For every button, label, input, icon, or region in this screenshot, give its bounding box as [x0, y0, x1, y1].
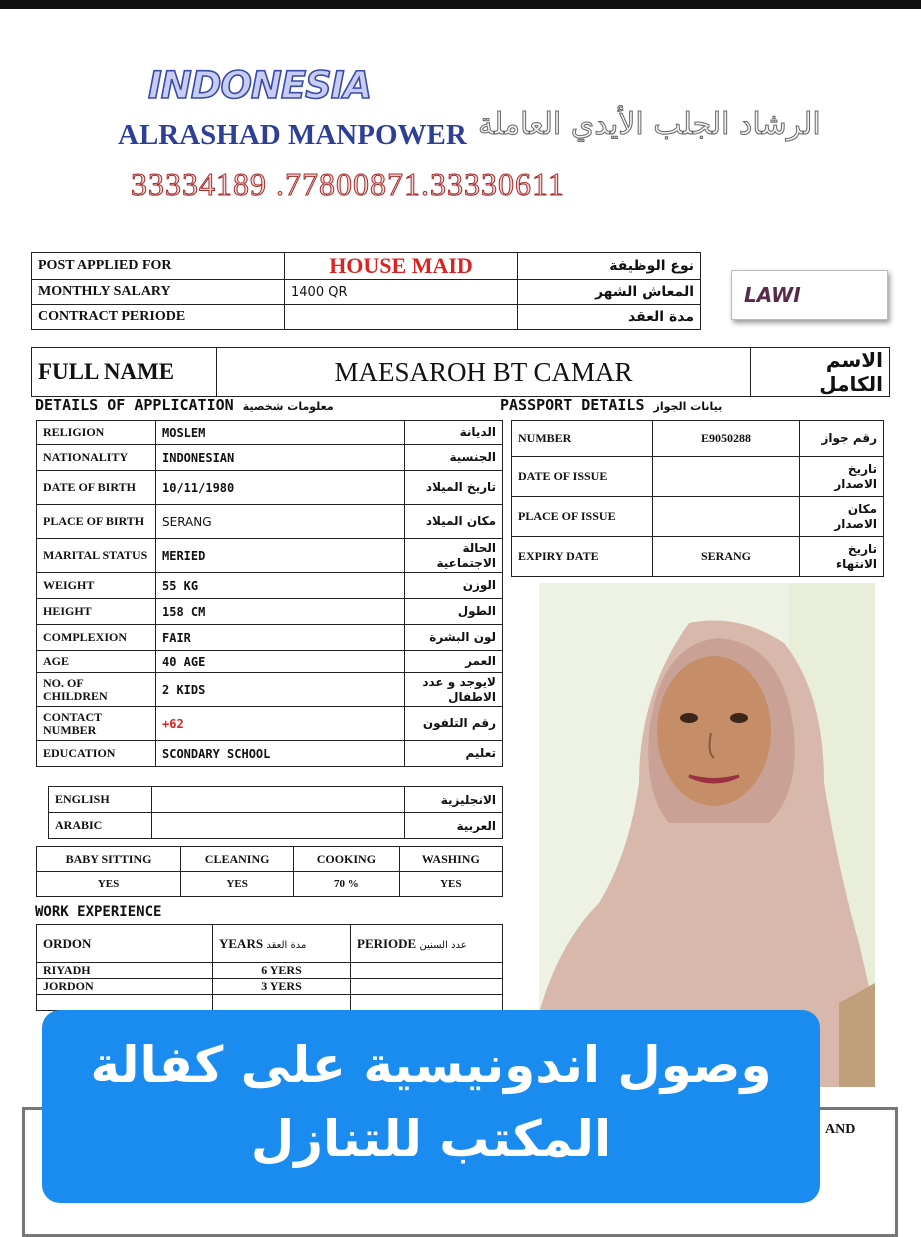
post-label-ar: نوع الوظيفة	[518, 253, 701, 280]
agent-tag-label: LAWI	[744, 283, 801, 307]
detail-label-ar: الوزن	[405, 573, 503, 599]
detail-label: HEIGHT	[37, 599, 156, 625]
passport-row	[512, 457, 884, 497]
details-row	[37, 673, 503, 707]
detail-value: SERANG	[156, 505, 405, 539]
post-table	[31, 252, 701, 330]
top-edge-bar	[0, 0, 921, 9]
contract-value	[285, 305, 518, 330]
language-label-ar: الانجليزية	[405, 787, 503, 813]
detail-label: DATE OF BIRTH	[37, 471, 156, 505]
details-heading-ar: معلومات شخصية	[242, 400, 334, 413]
full-name-label: FULL NAME	[32, 348, 217, 397]
detail-value: MOSLEM	[156, 421, 405, 445]
detail-label: AGE	[37, 651, 156, 673]
passport-heading	[500, 396, 722, 414]
full-name-label-ar: الاسم الكامل	[751, 348, 890, 397]
details-table	[36, 420, 503, 767]
detail-label: RELIGION	[37, 421, 156, 445]
detail-value: 55 KG	[156, 573, 405, 599]
passport-label: DATE OF ISSUE	[512, 457, 653, 497]
detail-label: MARITAL STATUS	[37, 539, 156, 573]
detail-label-ar: العمر	[405, 651, 503, 673]
skill-value: YES	[399, 872, 502, 897]
detail-label-ar: رقم التلفون	[405, 707, 503, 741]
salary-label-ar: المعاش الشهر	[518, 280, 701, 305]
detail-value: SCONDARY SCHOOL	[156, 741, 405, 767]
work-place: RIYADH	[37, 963, 213, 979]
passport-value	[653, 457, 800, 497]
detail-value: 158 CM	[156, 599, 405, 625]
passport-heading-en: PASSPORT DETAILS	[500, 396, 645, 414]
contract-label: CONTRACT PERIODE	[32, 305, 285, 330]
skill-header: COOKING	[294, 847, 399, 872]
passport-label: PLACE OF ISSUE	[512, 497, 653, 537]
language-row	[49, 787, 503, 813]
work-row	[37, 979, 503, 995]
detail-label-ar: الحالة الاجتماعية	[405, 539, 503, 573]
details-heading	[35, 396, 334, 414]
passport-row	[512, 537, 884, 577]
passport-row	[512, 497, 884, 537]
work-periode	[351, 963, 503, 979]
detail-value: FAIR	[156, 625, 405, 651]
detail-value: 40 AGE	[156, 651, 405, 673]
detail-label: NO. OF CHILDREN	[37, 673, 156, 707]
salary-value: 1400 QR	[285, 280, 518, 305]
work-col-periode-ar: عدد السنين	[419, 939, 467, 951]
phone-numbers: 33334189 .77800871.33330611	[131, 166, 565, 202]
passport-row	[512, 421, 884, 457]
passport-label-ar: تاريخ الانتهاء	[800, 537, 884, 577]
work-col-periode-label: PERIODE	[357, 935, 417, 951]
work-col-years-ar: مدة العقد	[266, 939, 307, 951]
details-row	[37, 625, 503, 651]
post-value: HOUSE MAID	[285, 253, 518, 280]
footer-fragment: AND	[825, 1122, 856, 1137]
details-row	[37, 599, 503, 625]
passport-label-ar: تاريخ الاصدار	[800, 457, 884, 497]
detail-label: WEIGHT	[37, 573, 156, 599]
work-row	[37, 963, 503, 979]
contract-label-ar: مدة العقد	[518, 305, 701, 330]
announcement-text: وصول اندونيسية على كفالة المكتب للتنازل	[90, 1036, 772, 1168]
detail-label-ar: تاريخ الميلاد	[405, 471, 503, 505]
passport-value: SERANG	[653, 537, 800, 577]
skill-value: 70 %	[294, 872, 399, 897]
detail-label: PLACE OF BIRTH	[37, 505, 156, 539]
skills-table	[36, 846, 503, 897]
language-value	[152, 813, 405, 839]
detail-label-ar: الجنسية	[405, 445, 503, 471]
work-row	[37, 995, 503, 1011]
language-value	[152, 787, 405, 813]
details-row	[37, 471, 503, 505]
work-col-place: ORDON	[37, 925, 213, 963]
skill-header: CLEANING	[181, 847, 294, 872]
detail-value: 2 KIDS	[156, 673, 405, 707]
company-name-ar: الرشاد الجلب الأيدي العاملة	[478, 107, 821, 142]
work-periode	[351, 979, 503, 995]
details-row	[37, 707, 503, 741]
detail-label: NATIONALITY	[37, 445, 156, 471]
details-row	[37, 573, 503, 599]
passport-label-ar: مكان الاصدار	[800, 497, 884, 537]
detail-value: INDONESIAN	[156, 445, 405, 471]
full-name-row	[31, 347, 890, 397]
country-title: INDONESIA	[148, 64, 372, 107]
passport-label: NUMBER	[512, 421, 653, 457]
announcement-banner	[42, 1010, 820, 1203]
passport-label-ar: رقم جواز	[800, 421, 884, 457]
detail-label: CONTACT NUMBER	[37, 707, 156, 741]
language-row	[49, 813, 503, 839]
details-row	[37, 539, 503, 573]
details-row	[37, 505, 503, 539]
post-label: POST APPLIED FOR	[32, 253, 285, 280]
detail-label-ar: لايوجد و عدد الاطفال	[405, 673, 503, 707]
detail-label: EDUCATION	[37, 741, 156, 767]
work-heading: WORK EXPERIENCE	[35, 904, 162, 920]
work-years: 3 YERS	[213, 979, 351, 995]
passport-label: EXPIRY DATE	[512, 537, 653, 577]
work-col-periode	[351, 925, 503, 963]
detail-label-ar: تعليم	[405, 741, 503, 767]
work-table	[36, 924, 503, 1011]
salary-label: MONTHLY SALARY	[32, 280, 285, 305]
detail-value: +62	[156, 707, 405, 741]
company-name-en: ALRASHAD MANPOWER	[118, 119, 467, 151]
details-row	[37, 445, 503, 471]
detail-label-ar: لون البشرة	[405, 625, 503, 651]
detail-label-ar: الطول	[405, 599, 503, 625]
skill-header: BABY SITTING	[37, 847, 181, 872]
agent-tag	[731, 270, 888, 320]
detail-label-ar: الديانة	[405, 421, 503, 445]
work-col-years-label: YEARS	[219, 935, 264, 951]
language-label: ENGLISH	[49, 787, 152, 813]
languages-table	[48, 786, 503, 839]
details-heading-en: DETAILS OF APPLICATION	[35, 396, 234, 414]
skill-value: YES	[37, 872, 181, 897]
passport-value	[653, 497, 800, 537]
details-row	[37, 651, 503, 673]
detail-value: 10/11/1980	[156, 471, 405, 505]
work-col-years	[213, 925, 351, 963]
full-name-value: MAESAROH BT CAMAR	[217, 348, 751, 397]
passport-table	[511, 420, 884, 577]
language-label: ARABIC	[49, 813, 152, 839]
work-place: JORDON	[37, 979, 213, 995]
skill-header: WASHING	[399, 847, 502, 872]
work-years: 6 YERS	[213, 963, 351, 979]
passport-value: E9050288	[653, 421, 800, 457]
details-row	[37, 741, 503, 767]
detail-label: COMPLEXION	[37, 625, 156, 651]
language-label-ar: العربية	[405, 813, 503, 839]
passport-heading-ar: بيانات الجواز	[653, 400, 723, 413]
detail-label-ar: مكان الميلاد	[405, 505, 503, 539]
details-row	[37, 421, 503, 445]
detail-value: MERIED	[156, 539, 405, 573]
skill-value: YES	[181, 872, 294, 897]
